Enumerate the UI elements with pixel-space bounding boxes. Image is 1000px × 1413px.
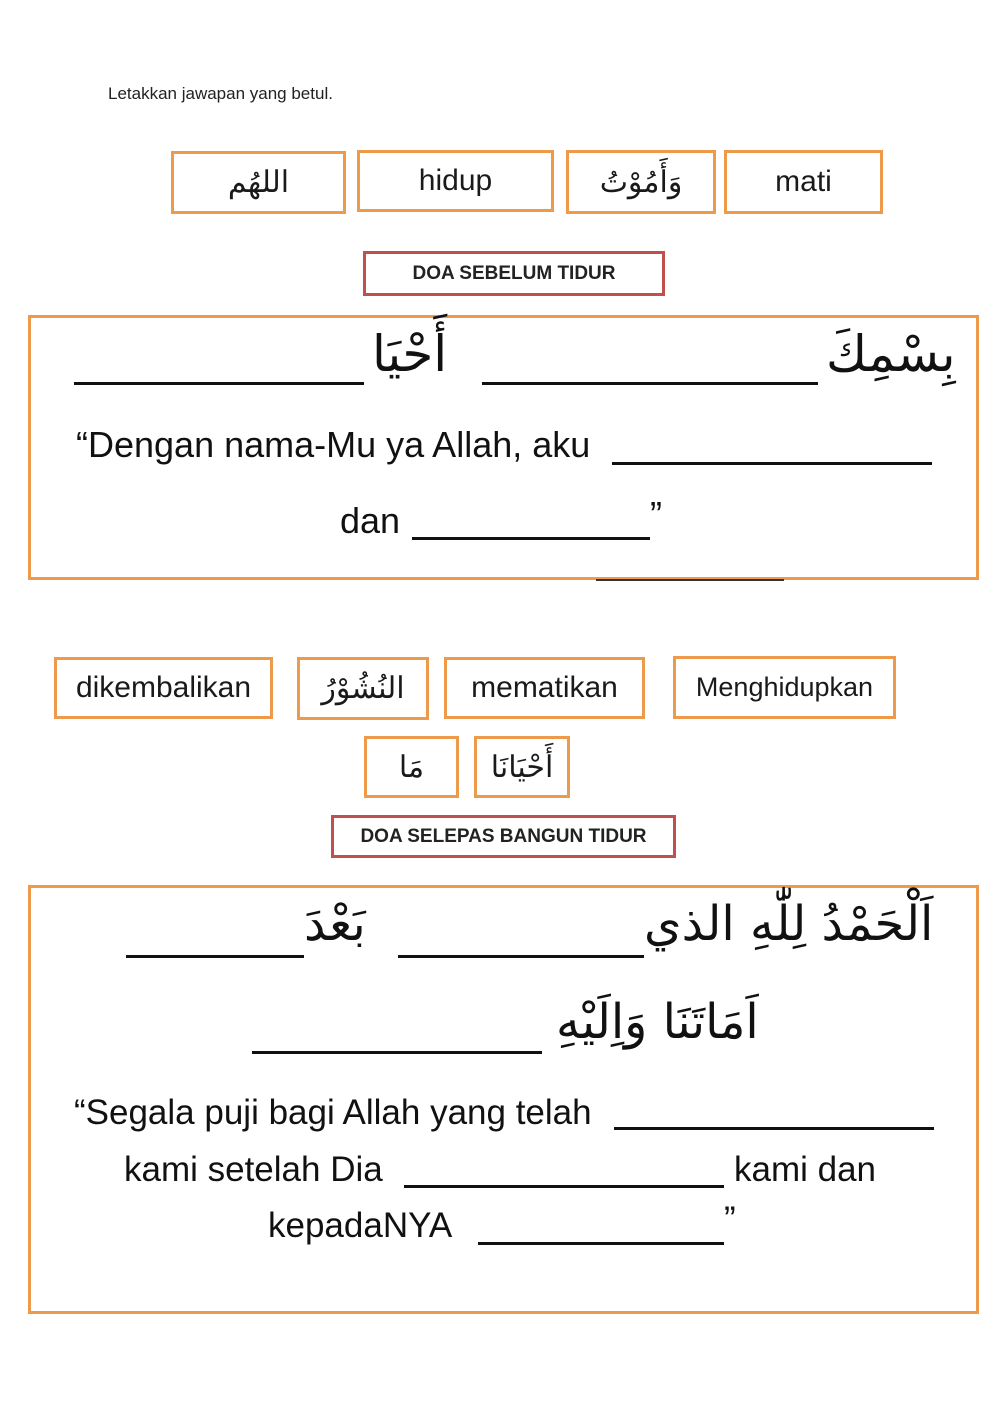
drop-blank-arabic-1[interactable] (482, 382, 818, 385)
drop-blank-meaning-3[interactable] (614, 1127, 934, 1130)
section-title-doa-selepas-bangun-tidur: DOA SELEPAS BANGUN TIDUR (331, 815, 676, 858)
meaning-kami-dan: kami dan (734, 1150, 877, 1189)
answer-chip-waamutu[interactable]: وَأَمُوْتُ (566, 150, 716, 214)
drop-blank-meaning-4[interactable] (404, 1185, 724, 1188)
meaning-line-1: “Dengan nama-Mu ya Allah, aku (76, 424, 591, 465)
arabic-bismika: بِسْمِكَ (826, 325, 956, 383)
drop-blank-meaning-1[interactable] (612, 462, 932, 465)
answer-chip-mematikan[interactable]: mematikan (444, 657, 645, 719)
drop-blank-arabic-2[interactable] (74, 382, 364, 385)
meaning-close-quote-2: ” (724, 1200, 736, 1239)
arabic-ahya: أَحْيَا (372, 325, 448, 383)
section-title-doa-sebelum-tidur: DOA SEBELUM TIDUR (363, 251, 665, 296)
arabic-bada: بَعْدَ (304, 896, 366, 952)
meaning-kami-setelah-dia: kami setelah Dia (124, 1150, 383, 1189)
instruction-text: Letakkan jawapan yang betul. (108, 84, 333, 103)
drop-blank-meaning-2[interactable] (412, 537, 650, 540)
drop-blank-meaning-5[interactable] (478, 1242, 724, 1245)
meaning-dan: dan (340, 500, 401, 541)
answer-chip-hidup[interactable]: hidup (357, 150, 554, 212)
arabic-alhamdulillah: اَلْحَمْدُ لِلّٰهِ الذي (644, 896, 934, 952)
answer-chip-menghidupkan[interactable]: Menghidupkan (673, 656, 896, 719)
divider-line (596, 579, 784, 581)
drop-blank-arabic-5[interactable] (252, 1051, 542, 1054)
meaning-segala-puji: “Segala puji bagi Allah yang telah (74, 1093, 592, 1132)
drop-blank-arabic-3[interactable] (398, 955, 644, 958)
answer-chip-dikembalikan[interactable]: dikembalikan (54, 657, 273, 719)
answer-chip-ahyana[interactable]: أَحْيَانَا (474, 736, 570, 798)
answer-chip-allahumma[interactable]: اللهُم (171, 151, 346, 214)
answer-chip-annusyur[interactable]: النُشُوْرُ (297, 657, 429, 720)
answer-chip-mati[interactable]: mati (724, 150, 883, 214)
answer-chip-ma[interactable]: مَا (364, 736, 459, 798)
arabic-amatana-wailaihi: اَمَاتَنَا وَاِلَيْهِ (556, 994, 759, 1050)
meaning-kepadanya: kepadaNYA (268, 1206, 453, 1245)
meaning-close-quote: ” (650, 494, 662, 535)
drop-blank-arabic-4[interactable] (126, 955, 304, 958)
